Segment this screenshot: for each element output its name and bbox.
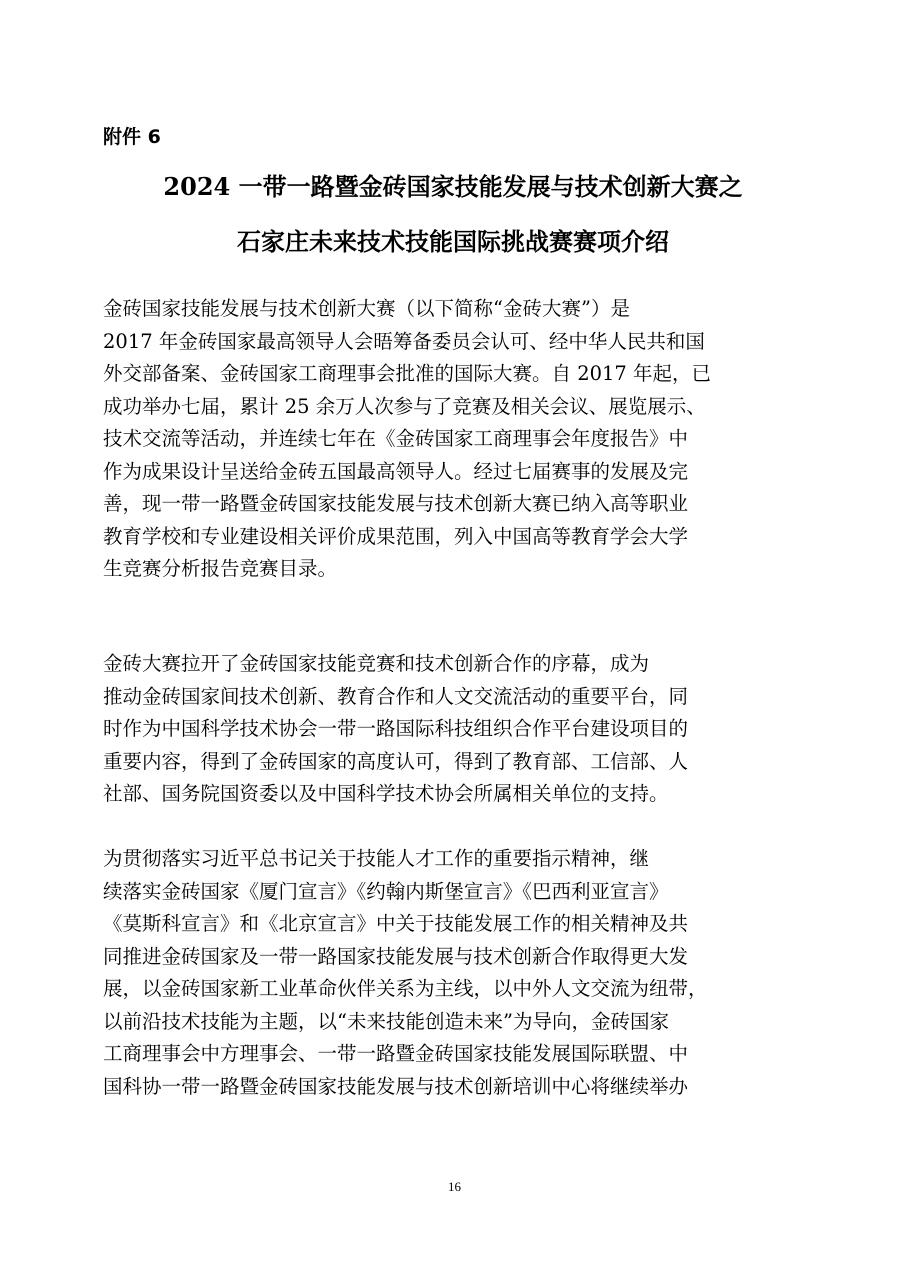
paragraph-line: 重要内容，得到了金砖国家的高度认可，得到了教育部、工信部、人 — [103, 749, 689, 773]
paragraph-line: 《莫斯科宣言》和《北京宣言》中关于技能发展工作的相关精神及共 — [103, 912, 689, 935]
paragraph-line: 作为成果设计呈送给金砖五国最高领导人。经过七届赛事的发展及完 — [103, 459, 689, 483]
paragraph-line: 以前沿技术技能为主题，以“未来技能创造未来”为导向，金砖国家 — [103, 1009, 669, 1033]
paragraph-line: 成功举办七届，累计 25 余万人次参与了竞赛及相关会议、展览展示、 — [103, 394, 706, 418]
paragraph-line: 社部、国务院国资委以及中国科学技术协会所属相关单位的支持。 — [103, 782, 669, 805]
paragraph-line: 生竞赛分析报告竞赛目录。 — [103, 557, 338, 580]
paragraph-3 — [103, 843, 803, 1103]
paragraph-line: 国科协一带一路暨金砖国家技能发展与技术创新培训中心将继续举办 — [103, 1074, 689, 1098]
title-line-2: 石家庄未来技术技能国际挑战赛赛项介绍 — [237, 227, 669, 256]
paragraph-line: 同推进金砖国家及一带一路国家技能发展与技术创新合作取得更大发 — [103, 944, 689, 968]
paragraph-line: 展，以金砖国家新工业革命伙伴关系为主线，以中外人文交流为纽带， — [103, 977, 708, 1000]
paragraph-line: 教育学校和专业建设相关评价成果范围，列入中国高等教育学会大学 — [103, 524, 689, 548]
paragraph-line: 金砖国家技能发展与技术创新大赛（以下简称“金砖大赛”）是 — [103, 297, 630, 320]
paragraph-line: 2017 年金砖国家最高领导人会晤筹备委员会认可、经中华人民共和国 — [103, 329, 705, 353]
paragraph-line: 续落实金砖国家《厦门宣言》《约翰内斯堡宣言》《巴西利亚宣言》 — [103, 879, 669, 903]
paragraph-line: 金砖大赛拉开了金砖国家技能竞赛和技术创新合作的序幕，成为 — [103, 652, 650, 675]
title-line-1: 2024 一带一路暨金砖国家技能发展与技术创新大赛之 — [163, 172, 743, 201]
attachment-label: 附件 6 — [103, 126, 161, 148]
paragraph-line: 外交部备案、金砖国家工商理事会批准的国际大赛。自 2017 年起，已 — [103, 362, 712, 385]
paragraph-2 — [103, 648, 803, 811]
paragraph-1 — [103, 293, 803, 586]
paragraph-line: 时作为中国科学技术协会一带一路国际科技组织合作平台建设项目的 — [103, 717, 689, 740]
paragraph-line: 工商理事会中方理事会、一带一路暨金砖国家技能发展国际联盟、中 — [103, 1042, 689, 1065]
paragraph-line: 善，现一带一路暨金砖国家技能发展与技术创新大赛已纳入高等职业 — [103, 492, 689, 515]
paragraph-line: 技术交流等活动，并连续七年在《金砖国家工商理事会年度报告》中 — [103, 427, 689, 450]
page-number: 16 — [448, 1179, 461, 1194]
paragraph-line: 为贯彻落实习近平总书记关于技能人才工作的重要指示精神，继 — [103, 847, 650, 870]
paragraph-line: 推动金砖国家间技术创新、教育合作和人文交流活动的重要平台，同 — [103, 684, 689, 708]
